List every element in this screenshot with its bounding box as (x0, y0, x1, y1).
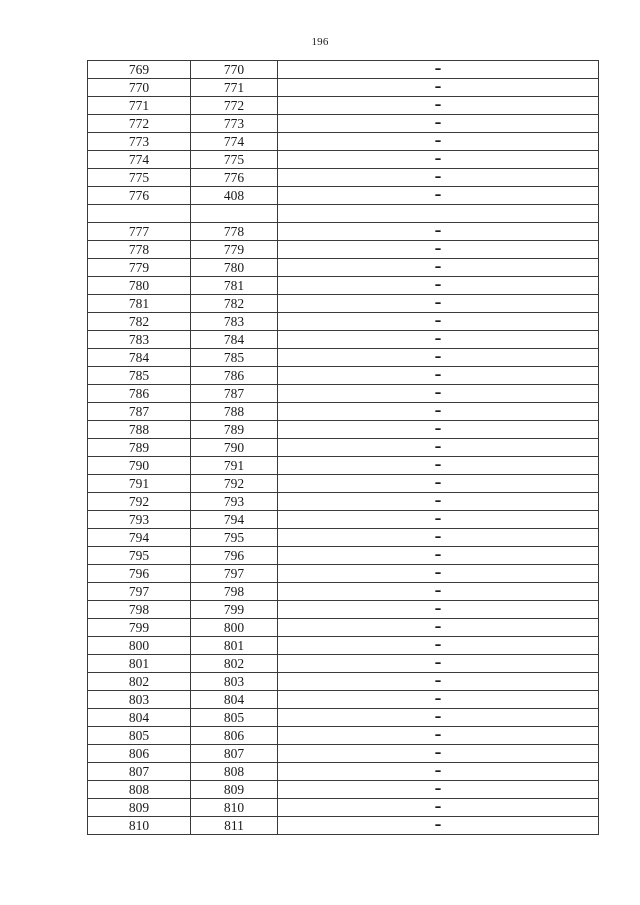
next-number-cell: 774 (191, 133, 278, 151)
row-number-cell: 779 (88, 259, 191, 277)
row-number-cell: 769 (88, 61, 191, 79)
row-number-cell: 788 (88, 421, 191, 439)
value-cell: – (278, 547, 599, 565)
value-cell: – (278, 727, 599, 745)
table-row (88, 421, 599, 439)
next-number-cell: 776 (191, 169, 278, 187)
next-number-cell: 810 (191, 799, 278, 817)
row-number-cell: 771 (88, 97, 191, 115)
next-number-cell: 811 (191, 817, 278, 835)
row-number-cell: 790 (88, 457, 191, 475)
table-row (88, 637, 599, 655)
row-number-cell: 792 (88, 493, 191, 511)
table-row (88, 331, 599, 349)
row-number-cell: 810 (88, 817, 191, 835)
table-row (88, 457, 599, 475)
value-cell: – (278, 79, 599, 97)
value-cell: – (278, 511, 599, 529)
next-number-cell: 779 (191, 241, 278, 259)
next-number-cell: 773 (191, 115, 278, 133)
row-number-cell: 805 (88, 727, 191, 745)
value-cell: – (278, 97, 599, 115)
value-cell: – (278, 403, 599, 421)
row-number-cell: 803 (88, 691, 191, 709)
table-row (88, 79, 599, 97)
value-cell: – (278, 565, 599, 583)
row-number-cell: 795 (88, 547, 191, 565)
next-number-cell: 791 (191, 457, 278, 475)
next-number-cell: 800 (191, 619, 278, 637)
next-number-cell: 809 (191, 781, 278, 799)
next-number-cell: 804 (191, 691, 278, 709)
value-cell: – (278, 781, 599, 799)
row-number-cell: 770 (88, 79, 191, 97)
row-number-cell: 777 (88, 223, 191, 241)
row-number-cell: 799 (88, 619, 191, 637)
value-cell: – (278, 637, 599, 655)
value-cell: – (278, 385, 599, 403)
row-number-cell: 789 (88, 439, 191, 457)
next-number-cell: 785 (191, 349, 278, 367)
value-cell: – (278, 619, 599, 637)
next-number-cell: 408 (191, 187, 278, 205)
next-number-cell: 796 (191, 547, 278, 565)
table-row (88, 115, 599, 133)
value-cell: – (278, 367, 599, 385)
row-number-cell: 806 (88, 745, 191, 763)
value-cell: – (278, 223, 599, 241)
value-cell: – (278, 655, 599, 673)
table-row (88, 187, 599, 205)
next-number-cell: 805 (191, 709, 278, 727)
table-row (88, 727, 599, 745)
table-row (88, 313, 599, 331)
table-row (88, 133, 599, 151)
table-row (88, 745, 599, 763)
next-number-cell: 808 (191, 763, 278, 781)
table-row (88, 565, 599, 583)
value-cell: – (278, 601, 599, 619)
value-cell: – (278, 439, 599, 457)
value-cell: – (278, 313, 599, 331)
row-number-cell: 775 (88, 169, 191, 187)
value-cell: – (278, 241, 599, 259)
value-cell: – (278, 817, 599, 835)
next-number-cell: 803 (191, 673, 278, 691)
next-number-cell: 784 (191, 331, 278, 349)
table-row (88, 781, 599, 799)
value-cell: – (278, 295, 599, 313)
table-row (88, 547, 599, 565)
value-cell: – (278, 583, 599, 601)
value-cell: – (278, 187, 599, 205)
value-cell: – (278, 349, 599, 367)
next-number-cell: 797 (191, 565, 278, 583)
next-number-cell: 787 (191, 385, 278, 403)
value-cell: – (278, 115, 599, 133)
value-cell: – (278, 421, 599, 439)
value-cell: – (278, 709, 599, 727)
next-number-cell: 770 (191, 61, 278, 79)
value-cell (278, 205, 599, 223)
next-number-cell (191, 205, 278, 223)
table-row (88, 439, 599, 457)
next-number-cell: 782 (191, 295, 278, 313)
table-row (88, 691, 599, 709)
value-cell: – (278, 61, 599, 79)
value-cell: – (278, 691, 599, 709)
value-cell: – (278, 169, 599, 187)
value-cell: – (278, 475, 599, 493)
row-number-cell: 809 (88, 799, 191, 817)
table-row (88, 511, 599, 529)
table-row (88, 367, 599, 385)
next-number-cell: 771 (191, 79, 278, 97)
next-number-cell: 772 (191, 97, 278, 115)
value-cell: – (278, 277, 599, 295)
table-row (88, 583, 599, 601)
data-table (87, 60, 599, 835)
row-number-cell: 782 (88, 313, 191, 331)
table-body (88, 61, 599, 835)
next-number-cell: 799 (191, 601, 278, 619)
table-row (88, 385, 599, 403)
value-cell: – (278, 457, 599, 475)
next-number-cell: 806 (191, 727, 278, 745)
row-number-cell: 802 (88, 673, 191, 691)
table-row (88, 673, 599, 691)
row-number-cell: 784 (88, 349, 191, 367)
row-number-cell: 798 (88, 601, 191, 619)
table-row (88, 475, 599, 493)
row-number-cell: 786 (88, 385, 191, 403)
row-number-cell: 793 (88, 511, 191, 529)
page-number: 196 (311, 36, 329, 48)
row-number-cell: 783 (88, 331, 191, 349)
table-row (88, 259, 599, 277)
row-number-cell: 801 (88, 655, 191, 673)
next-number-cell: 798 (191, 583, 278, 601)
table-row (88, 529, 599, 547)
value-cell: – (278, 151, 599, 169)
table-row (88, 205, 599, 223)
table-row (88, 403, 599, 421)
table-row (88, 169, 599, 187)
value-cell: – (278, 745, 599, 763)
next-number-cell: 790 (191, 439, 278, 457)
next-number-cell: 778 (191, 223, 278, 241)
table-row (88, 709, 599, 727)
table-row (88, 151, 599, 169)
row-number-cell: 780 (88, 277, 191, 295)
row-number-cell: 796 (88, 565, 191, 583)
table-row (88, 619, 599, 637)
next-number-cell: 775 (191, 151, 278, 169)
table-row (88, 655, 599, 673)
row-number-cell: 781 (88, 295, 191, 313)
row-number-cell: 776 (88, 187, 191, 205)
value-cell: – (278, 763, 599, 781)
next-number-cell: 795 (191, 529, 278, 547)
next-number-cell: 794 (191, 511, 278, 529)
row-number-cell: 787 (88, 403, 191, 421)
table-row (88, 601, 599, 619)
row-number-cell: 772 (88, 115, 191, 133)
value-cell: – (278, 331, 599, 349)
row-number-cell: 778 (88, 241, 191, 259)
table-row (88, 763, 599, 781)
next-number-cell: 789 (191, 421, 278, 439)
row-number-cell: 774 (88, 151, 191, 169)
next-number-cell: 807 (191, 745, 278, 763)
table-row (88, 277, 599, 295)
next-number-cell: 788 (191, 403, 278, 421)
row-number-cell: 807 (88, 763, 191, 781)
table-row (88, 349, 599, 367)
table-row (88, 241, 599, 259)
next-number-cell: 801 (191, 637, 278, 655)
row-number-cell (88, 205, 191, 223)
next-number-cell: 802 (191, 655, 278, 673)
row-number-cell: 785 (88, 367, 191, 385)
value-cell: – (278, 799, 599, 817)
table-row (88, 61, 599, 79)
table-row (88, 97, 599, 115)
row-number-cell: 808 (88, 781, 191, 799)
next-number-cell: 783 (191, 313, 278, 331)
next-number-cell: 780 (191, 259, 278, 277)
table-row (88, 295, 599, 313)
table-row (88, 223, 599, 241)
row-number-cell: 804 (88, 709, 191, 727)
next-number-cell: 792 (191, 475, 278, 493)
value-cell: – (278, 529, 599, 547)
table-row (88, 493, 599, 511)
row-number-cell: 773 (88, 133, 191, 151)
next-number-cell: 781 (191, 277, 278, 295)
value-cell: – (278, 493, 599, 511)
row-number-cell: 791 (88, 475, 191, 493)
value-cell: – (278, 259, 599, 277)
row-number-cell: 797 (88, 583, 191, 601)
value-cell: – (278, 133, 599, 151)
row-number-cell: 800 (88, 637, 191, 655)
next-number-cell: 793 (191, 493, 278, 511)
table-row (88, 799, 599, 817)
next-number-cell: 786 (191, 367, 278, 385)
value-cell: – (278, 673, 599, 691)
table-row (88, 817, 599, 835)
row-number-cell: 794 (88, 529, 191, 547)
